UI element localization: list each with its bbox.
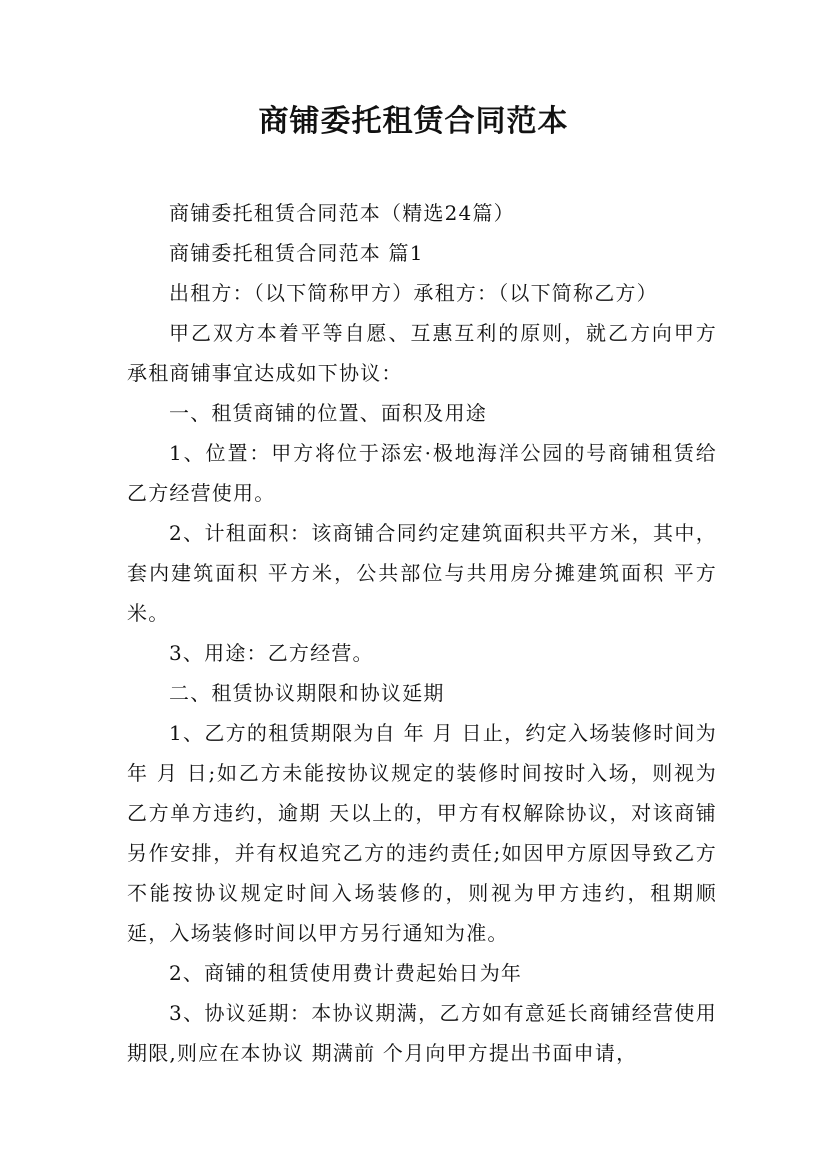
paragraph-usage: 3、用途：乙方经营。 [169,641,374,665]
paragraph-preamble: 甲乙双方本着平等自愿、互惠互利的原则，就乙方向甲方承租商铺事宜达成如下协议： [127,321,717,385]
paragraph-section-heading: 商铺委托租赁合同范本 篇1 [169,241,424,265]
paragraph-billing-start: 2、商铺的租赁使用费计费起始日为年 [169,961,523,985]
paragraph-area: 2、计租面积：该商铺合同约定建筑面积共平方米，其中，套内建筑面积 平方米，公共部位与共用房分摊建筑面积 平方米。 [127,521,717,625]
document-body [127,193,717,1073]
paragraph-subtitle: 商铺委托租赁合同范本（精选24篇） [169,201,515,225]
document-title: 商铺委托租赁合同范本 [258,104,569,139]
paragraph-lease-term: 1、乙方的租赁期限为自 年 月 日止，约定入场装修时间为 年 月 日;如乙方未能按协议规定的装修时间按时入场，则视为乙方单方违约，逾期 天以上的，甲方有权解除协议，对该商铺另作安排，并有权追究乙方的违约责任;如因甲方原因导致乙方不能按协议规定时间入场装修的，则视为甲方违约，租期顺延，入场装修时间以甲方另行通知为准。 [127,721,717,945]
paragraph-extension: 3、协议延期：本协议期满，乙方如有意延长商铺经营使用期限,则应在本协议 期满前 个月向甲方提出书面申请， [127,1001,717,1065]
paragraph-parties: 出租方：（以下简称甲方）承租方：（以下简称乙方） [169,281,658,305]
paragraph-article-1-heading: 一、租赁商铺的位置、面积及用途 [169,401,487,425]
paragraph-article-2-heading: 二、租赁协议期限和协议延期 [169,681,445,705]
paragraph-location: 1、位置：甲方将位于添宏·极地海洋公园的号商铺租赁给乙方经营使用。 [127,441,717,505]
